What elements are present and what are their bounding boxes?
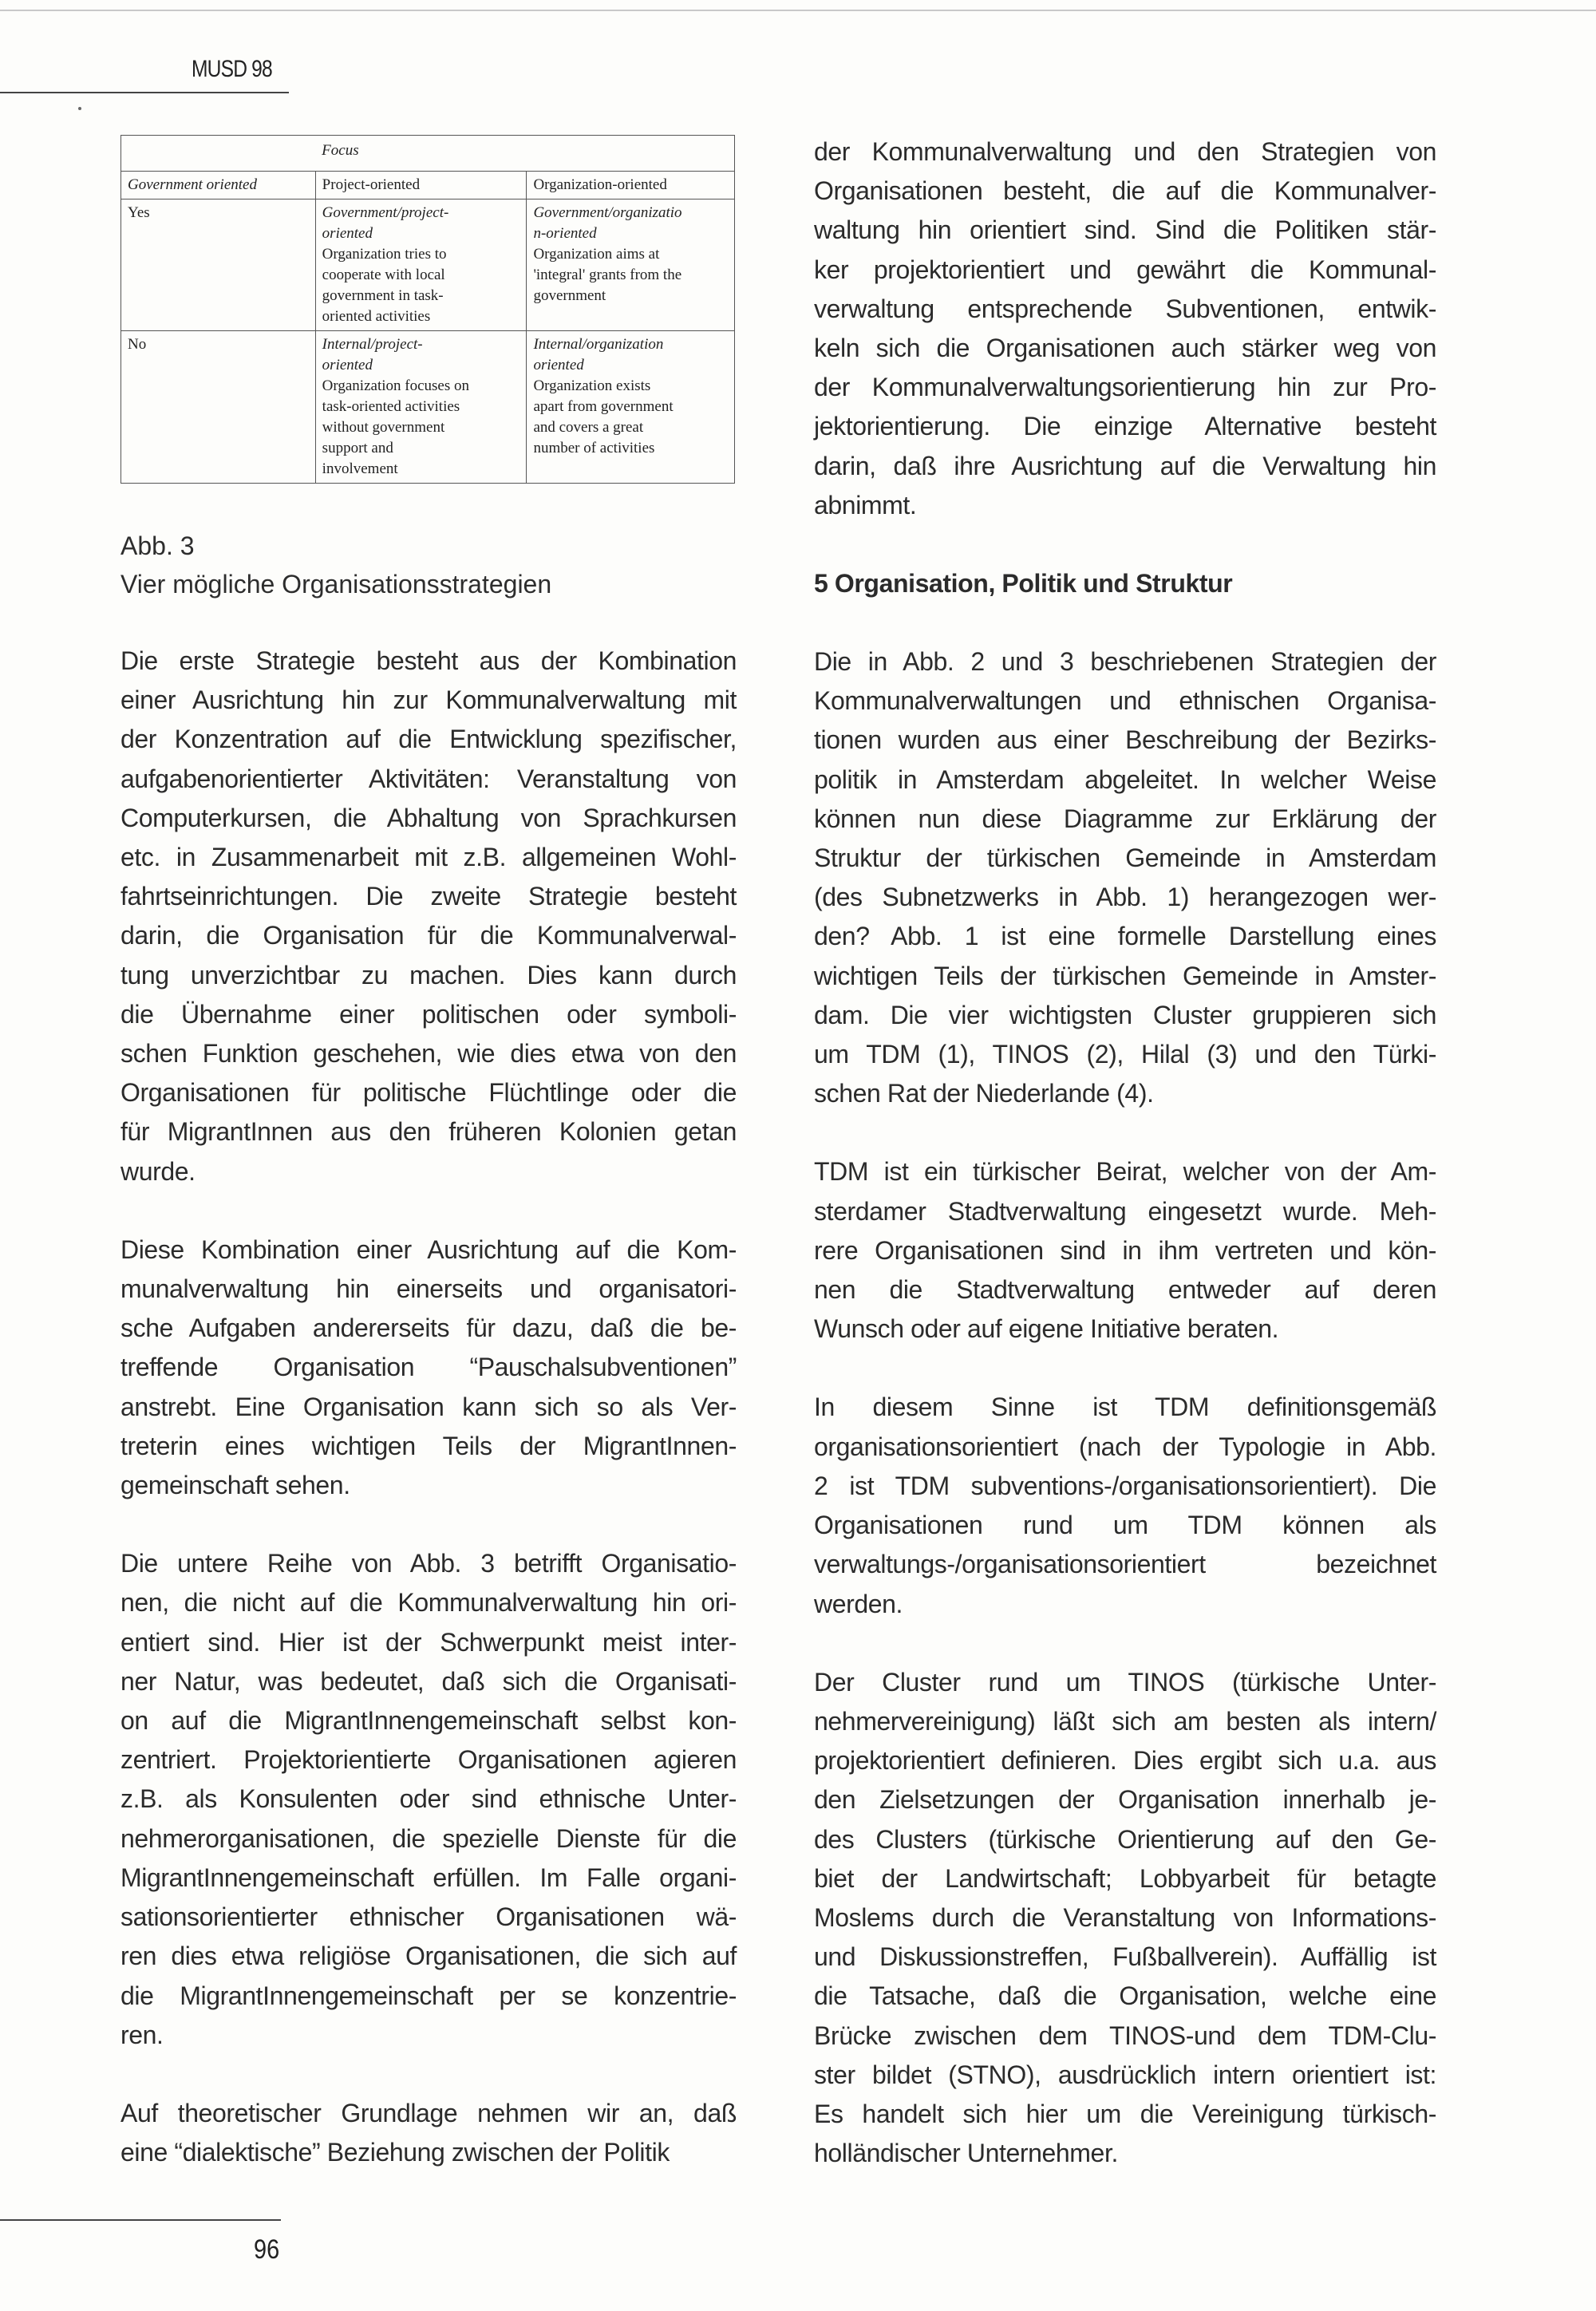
text-line: treterin eines wichtigen Teils der MigrantInnen- bbox=[120, 1431, 737, 1460]
scan-edge-line bbox=[0, 10, 1596, 11]
text-line: on auf die MigrantInnengemeinschaft selbst kon- bbox=[120, 1706, 737, 1736]
text-line: jektorientierung. Die einzige Alternative besteht bbox=[814, 412, 1436, 441]
cell-desc: and covers a great bbox=[533, 419, 644, 436]
table-cell bbox=[315, 331, 527, 484]
text-line: waltung hin orientiert sind. Sind die Politiken stär- bbox=[814, 215, 1436, 245]
text-line: Struktur der türkischen Gemeinde in Amsterdam bbox=[814, 843, 1436, 873]
table-header-row bbox=[121, 172, 735, 199]
text-line: Organisationen für politische Flüchtlinge oder die bbox=[120, 1078, 737, 1108]
table-cell bbox=[315, 199, 527, 331]
text-line: rere Organisationen sind in ihm vertreten und kön- bbox=[814, 1235, 1436, 1265]
paragraph bbox=[120, 642, 737, 1191]
figure-number: Abb. 3 bbox=[120, 531, 195, 560]
footer-rule bbox=[0, 2219, 281, 2221]
text-line: darin, daß ihre Ausrichtung auf die Verwaltung hin bbox=[814, 451, 1436, 480]
cell-desc: Organization focuses on bbox=[322, 377, 469, 394]
cell-desc: Organization tries to bbox=[322, 246, 447, 263]
text-line: der Kommunalverwaltungsorientierung hin zur Pro- bbox=[814, 373, 1436, 402]
text-line: ren dies etwa religiöse Organisationen, die sich auf bbox=[120, 1942, 737, 1971]
text-line: aufgabenorientierter Aktivitäten: Veranstaltung von bbox=[120, 764, 737, 793]
text-line: Auf theoretischer Grundlage nehmen wir an, daß bbox=[120, 2098, 737, 2127]
cell-title: Government/organizatio bbox=[533, 204, 682, 221]
text-line: ker projektorientiert und gewährt die Kommunal- bbox=[814, 255, 1436, 284]
figure-caption-text: Vier mögliche Organisationsstrategien bbox=[120, 570, 552, 598]
text-line: Die untere Reihe von Abb. 3 betrifft Organisatio- bbox=[120, 1549, 737, 1578]
text-line: treffende Organisation “Pauschalsubventionen” bbox=[120, 1353, 737, 1382]
text-line: entiert sind. Hier ist der Schwerpunkt meist inter- bbox=[120, 1627, 737, 1657]
text-line: Wunsch oder auf eigene Initiative beraten. bbox=[814, 1314, 1279, 1344]
text-line: Organisationen rund um TDM können als bbox=[814, 1511, 1436, 1540]
cell-desc: cooperate with local bbox=[322, 267, 445, 283]
table-focus-header: Focus bbox=[315, 136, 734, 172]
scan-speck bbox=[78, 107, 81, 110]
paragraph bbox=[120, 1231, 737, 1505]
cell-title: oriented bbox=[322, 225, 373, 242]
table-column-header: Organization-oriented bbox=[527, 172, 735, 199]
text-line: fahrtseinrichtungen. Die zweite Strategie besteht bbox=[120, 882, 737, 911]
text-line: sche Aufgaben andererseits für dazu, daß die be- bbox=[120, 1314, 737, 1343]
cell-title: oriented bbox=[533, 357, 584, 373]
strategy-table bbox=[120, 135, 735, 484]
text-line: sterdamer Stadtverwaltung eingesetzt wurde. Meh- bbox=[814, 1196, 1436, 1226]
text-line: die Übernahme einer politischen oder symboli- bbox=[120, 999, 737, 1029]
text-line: verwaltungs-/organisationsorientiert bezeichnet bbox=[814, 1550, 1436, 1579]
cell-desc: Organization exists bbox=[533, 377, 651, 394]
table-cell bbox=[527, 331, 735, 484]
text-line: Die in Abb. 2 und 3 beschriebenen Strategien der bbox=[814, 647, 1436, 677]
text-line: nehmerorganisationen, die spezielle Dienste für die bbox=[120, 1823, 737, 1853]
text-line: Es handelt sich hier um die Vereinigung türkisch- bbox=[814, 2099, 1436, 2128]
text-line: zentriert. Projektorientierte Organisationen agieren bbox=[120, 1745, 737, 1775]
text-line: etc. in Zusammenarbeit mit z.B. allgemeinen Wohl- bbox=[120, 843, 737, 872]
text-line: nehmervereinigung) läßt sich am besten als intern/ bbox=[814, 1706, 1436, 1736]
text-line: anstrebt. Eine Organisation kann sich so als Ver- bbox=[120, 1392, 737, 1421]
text-line: Brücke zwischen dem TINOS-und dem TDM-Clu- bbox=[814, 2021, 1436, 2050]
paragraph bbox=[814, 1388, 1436, 1623]
running-head: MUSD 98 bbox=[192, 56, 272, 82]
text-line: der Konzentration auf die Entwicklung spezifischer, bbox=[120, 725, 737, 754]
cell-desc: Organization aims at bbox=[533, 246, 660, 263]
cell-title: Government/project- bbox=[322, 204, 449, 221]
text-line: den Zielsetzungen der Organisation innerhalb je- bbox=[814, 1785, 1436, 1815]
cell-desc: government in task- bbox=[322, 287, 444, 304]
text-line: eine “dialektische” Beziehung zwischen der Politik bbox=[120, 2138, 670, 2167]
text-line: holländischer Unternehmer. bbox=[814, 2139, 1118, 2168]
text-line: abnimmt. bbox=[814, 490, 917, 519]
text-line: schen Rat der Niederlande (4). bbox=[814, 1079, 1154, 1108]
table-row bbox=[121, 199, 735, 331]
cell-title: Internal/project- bbox=[322, 336, 423, 353]
paragraph bbox=[814, 642, 1436, 1113]
cell-title: n-oriented bbox=[533, 225, 597, 242]
cell-title: Internal/organization bbox=[533, 336, 664, 353]
text-line: TDM ist ein türkischer Beirat, welcher von der Am- bbox=[814, 1157, 1436, 1187]
text-line: projektorientiert definieren. Dies ergibt sich u.a. aus bbox=[814, 1746, 1436, 1776]
table-row bbox=[121, 331, 735, 484]
text-line: 2 ist TDM subventions-/organisationsorientiert). Die bbox=[814, 1471, 1436, 1500]
text-line: einer Ausrichtung hin zur Kommunalverwaltung mit bbox=[120, 685, 737, 715]
text-line: für MigrantInnen aus den früheren Kolonien getan bbox=[120, 1117, 737, 1147]
text-line: tionen wurden aus einer Beschreibung der Bezirks- bbox=[814, 725, 1436, 755]
text-line: Der Cluster rund um TINOS (türkische Unter- bbox=[814, 1667, 1436, 1697]
header-rule bbox=[0, 92, 289, 93]
text-line: ner Natur, was bedeutet, daß sich die Organisati- bbox=[120, 1666, 737, 1696]
cell-desc: government bbox=[533, 287, 606, 304]
text-line: die MigrantInnengemeinschaft per se konzentrie- bbox=[120, 1981, 737, 2010]
right-column bbox=[814, 132, 1436, 2212]
paragraph bbox=[814, 1663, 1436, 2174]
cell-desc: number of activities bbox=[533, 440, 655, 456]
text-line: Organisationen besteht, die auf die Kommunalver- bbox=[814, 176, 1436, 206]
text-line: nen die Stadtverwaltung entweder auf deren bbox=[814, 1275, 1436, 1305]
text-line: wichtigen Teils der türkischen Gemeinde in Amster- bbox=[814, 961, 1436, 990]
text-line: und Diskussionstreffen, Fußballverein). Auffällig ist bbox=[814, 1942, 1436, 1972]
text-line: (des Subnetzwerks in Abb. 1) herangezogen wer- bbox=[814, 883, 1436, 912]
table-column-header: Project-oriented bbox=[315, 172, 527, 199]
table-cell bbox=[527, 199, 735, 331]
table-corner-cell bbox=[121, 136, 316, 172]
left-column bbox=[120, 642, 737, 2211]
text-line: die Tatsache, daß die Organisation, welche eine bbox=[814, 1981, 1436, 2011]
text-line: dam. Die vier wichtigsten Cluster gruppieren sich bbox=[814, 1000, 1436, 1029]
text-line: darin, die Organisation für die Kommunalverwal- bbox=[120, 921, 737, 950]
text-line: werden. bbox=[814, 1589, 903, 1618]
cell-desc: oriented activities bbox=[322, 308, 431, 325]
text-line: Kommunalverwaltungen und ethnischen Organisa- bbox=[814, 686, 1436, 716]
text-line: ster bildet (STNO), ausdrücklich intern orientiert ist: bbox=[814, 2060, 1436, 2089]
text-line: politik in Amsterdam abgeleitet. In welcher Weise bbox=[814, 764, 1436, 794]
figure-caption bbox=[120, 527, 551, 603]
text-line: z.B. als Konsulenten oder sind ethnische Unter- bbox=[120, 1784, 737, 1814]
cell-desc: task-oriented activities bbox=[322, 398, 460, 415]
text-line: der Kommunalverwaltung und den Strategien von bbox=[814, 137, 1436, 166]
table-row-label: Yes bbox=[121, 199, 316, 331]
cell-desc: involvement bbox=[322, 460, 398, 477]
text-line: Die erste Strategie besteht aus der Kombination bbox=[120, 646, 737, 675]
text-line: um TDM (1), TINOS (2), Hilal (3) und den Türki- bbox=[814, 1040, 1436, 1069]
cell-desc: support and bbox=[322, 440, 393, 456]
table-row-header-label: Government oriented bbox=[121, 172, 316, 199]
section-heading: 5 Organisation, Politik und Struktur bbox=[814, 569, 1233, 598]
paragraph bbox=[814, 1152, 1436, 1349]
text-line: MigrantInnengemeinschaft erfüllen. Im Falle organi- bbox=[120, 1863, 737, 1892]
paragraph bbox=[120, 2094, 737, 2172]
text-line: tung unverzichtbar zu machen. Dies kann durch bbox=[120, 960, 737, 990]
cell-desc: without government bbox=[322, 419, 445, 436]
text-line: den? Abb. 1 ist eine formelle Darstellung eines bbox=[814, 922, 1436, 951]
page-number: 96 bbox=[254, 2234, 280, 2265]
text-line: des Clusters (türkische Orientierung auf den Ge- bbox=[814, 1824, 1436, 1854]
text-line: munalverwaltung hin einerseits und organisatori- bbox=[120, 1274, 737, 1304]
text-line: ren. bbox=[120, 2020, 164, 2049]
text-line: können nun diese Diagramme zur Erklärung der bbox=[814, 804, 1436, 833]
text-line: nen, die nicht auf die Kommunalverwaltung hin ori- bbox=[120, 1588, 737, 1618]
paragraph bbox=[814, 132, 1436, 525]
text-line: Computerkursen, die Abhaltung von Sprachkursen bbox=[120, 803, 737, 832]
table-focus-row bbox=[121, 136, 735, 172]
cell-desc: 'integral' grants from the bbox=[533, 267, 682, 283]
text-line: gemeinschaft sehen. bbox=[120, 1471, 350, 1500]
text-line: organisationsorientiert (nach der Typologie in Abb. bbox=[814, 1432, 1436, 1461]
text-line: sationsorientierter ethnischer Organisationen wä- bbox=[120, 1902, 737, 1932]
paragraph bbox=[120, 1544, 737, 2055]
table-row-label: No bbox=[121, 331, 316, 484]
cell-desc: apart from government bbox=[533, 398, 674, 415]
text-line: schen Funktion geschehen, wie dies etwa von den bbox=[120, 1039, 737, 1069]
text-line: keln sich die Organisationen auch stärker weg von bbox=[814, 334, 1436, 363]
cell-title: oriented bbox=[322, 357, 373, 373]
text-line: In diesem Sinne ist TDM definitionsgemäß bbox=[814, 1393, 1436, 1422]
text-line: biet der Landwirtschaft; Lobbyarbeit für betagte bbox=[814, 1863, 1436, 1893]
text-line: verwaltung entsprechende Subventionen, entwik- bbox=[814, 294, 1436, 323]
text-line: Diese Kombination einer Ausrichtung auf die Kom- bbox=[120, 1235, 737, 1264]
text-line: wurde. bbox=[120, 1156, 196, 1186]
text-line: Moslems durch die Veranstaltung von Informations- bbox=[814, 1902, 1436, 1932]
